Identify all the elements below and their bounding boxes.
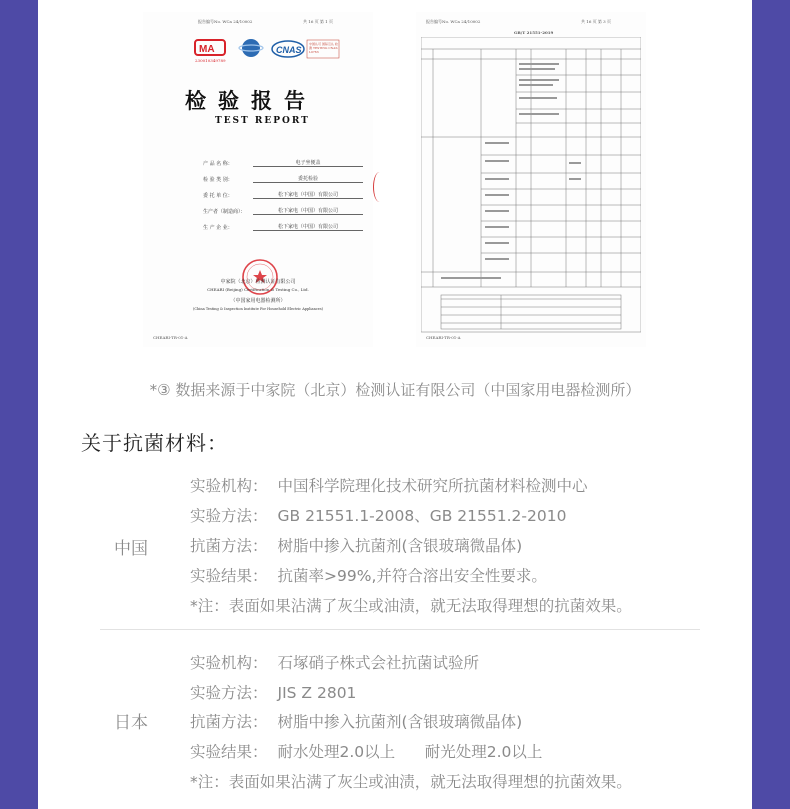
- field-value: 松下家电（中国）有限公司: [253, 223, 363, 231]
- issuer-sub-cn: （中国家用电器检测所）: [230, 298, 286, 304]
- issuer-name-cn: 中家院（北京）检测认证有限公司: [220, 279, 296, 285]
- country-label: 日本: [114, 713, 148, 733]
- form-code: CHEARI-TR-01-A: [426, 335, 461, 340]
- issuer-sub-en: (China Testing & Inspection Institute For Household Electric Appliances): [192, 307, 324, 311]
- country-label: 中国: [114, 539, 148, 559]
- row-value: 树脂中掺入抗菌剂(含银玻璃微晶体): [277, 537, 523, 555]
- field-label: 产 品 名 称：: [203, 161, 233, 167]
- field-value: 松下家电（中国）有限公司: [253, 207, 363, 215]
- test-info-row: [190, 564, 547, 586]
- row-value: GB 21551.1-2008、GB 21551.2-2010: [277, 507, 567, 525]
- row-key: 实验结果：: [190, 743, 268, 761]
- field-row: [203, 192, 363, 202]
- divider: [100, 629, 700, 630]
- test-info-row: [190, 504, 566, 526]
- field-label: 检 验 类 别：: [203, 177, 233, 183]
- disclaimer-note: *注：表面如果沾满了灰尘或油渍，就无法取得理想的抗菌效果。: [190, 773, 632, 791]
- report-number: 报告编号No. WCa 24/10002: [198, 19, 253, 24]
- field-row: [203, 224, 363, 234]
- row-key: 实验方法：: [190, 507, 268, 525]
- row-key: 抗菌方法：: [190, 537, 268, 555]
- cma-code: 230010349789: [195, 58, 226, 63]
- row-value: 中国科学院理化技术研究所抗菌材料检测中心: [277, 477, 588, 495]
- results-table-icon: [421, 37, 641, 342]
- page-mark: 共 16 页 第 1 页: [303, 19, 333, 24]
- svg-text:CNAS: CNAS: [276, 45, 302, 55]
- report-number: 报告编号No. WCa 24/10002: [426, 19, 481, 24]
- section-title: 关于抗菌材料：: [81, 431, 228, 455]
- field-value: 松下家电（中国）有限公司: [253, 191, 363, 199]
- row-value: 抗菌率>99%,并符合溶出安全性要求。: [277, 567, 547, 585]
- standard-code: GB/T 21551-2019: [514, 30, 554, 35]
- form-code: CHEARI-TR-01-A: [153, 335, 188, 340]
- field-label: 生产者（制造商）：: [203, 209, 246, 215]
- field-value: 电子坐便盖: [253, 159, 363, 167]
- test-info-row: [190, 474, 588, 496]
- field-label: 生 产 企 业：: [203, 225, 233, 231]
- field-label: 委 托 单 位：: [203, 193, 233, 199]
- row-key: 实验结果：: [190, 567, 268, 585]
- test-report-table-page: [416, 12, 646, 347]
- disclaimer-note: *注：表面如果沾满了灰尘或油渍，就无法取得理想的抗菌效果。: [190, 597, 632, 615]
- row-value: 耐水处理2.0以上 耐光处理2.0以上: [277, 743, 543, 761]
- test-info-row: [190, 681, 356, 703]
- row-key: 实验机构：: [190, 477, 268, 495]
- test-info-row: [190, 534, 522, 556]
- report-title-en: TEST REPORT: [215, 116, 310, 126]
- test-info-row: [190, 740, 542, 762]
- data-source-caption: *③ 数据来源于中家院（北京）检测认证有限公司（中国家用电器检测所）: [149, 381, 641, 399]
- content-page: [38, 0, 752, 809]
- row-value: JIS Z 2801: [277, 684, 357, 702]
- certification-logos: [193, 38, 343, 78]
- test-info-row: [190, 651, 479, 673]
- row-key: 抗菌方法：: [190, 713, 268, 731]
- row-value: 石塚硝子株式会社抗菌试验所: [277, 654, 480, 672]
- test-report-cover: [143, 12, 373, 347]
- report-title-cn: 检验报告: [185, 88, 317, 113]
- testing-badge: 中国认可 国际互认 检测 TESTING CNAS L0763: [309, 42, 338, 54]
- row-key: 实验方法：: [190, 684, 268, 702]
- issuer-name-en: CHEARI (Beijing) Certification & Testing Co., Ltd.: [207, 287, 309, 292]
- report-images: [38, 0, 752, 355]
- field-value: 委托检验: [253, 175, 363, 183]
- row-value: 树脂中掺入抗菌剂(含银玻璃微晶体): [277, 713, 523, 731]
- svg-text:MA: MA: [199, 44, 215, 55]
- red-annotation-mark: [373, 172, 386, 202]
- test-info-row: [190, 710, 522, 732]
- field-row: [203, 208, 363, 218]
- field-row: [203, 160, 363, 170]
- row-key: 实验机构：: [190, 654, 268, 672]
- field-row: [203, 176, 363, 186]
- page-mark: 共 16 页 第 3 页: [581, 19, 611, 24]
